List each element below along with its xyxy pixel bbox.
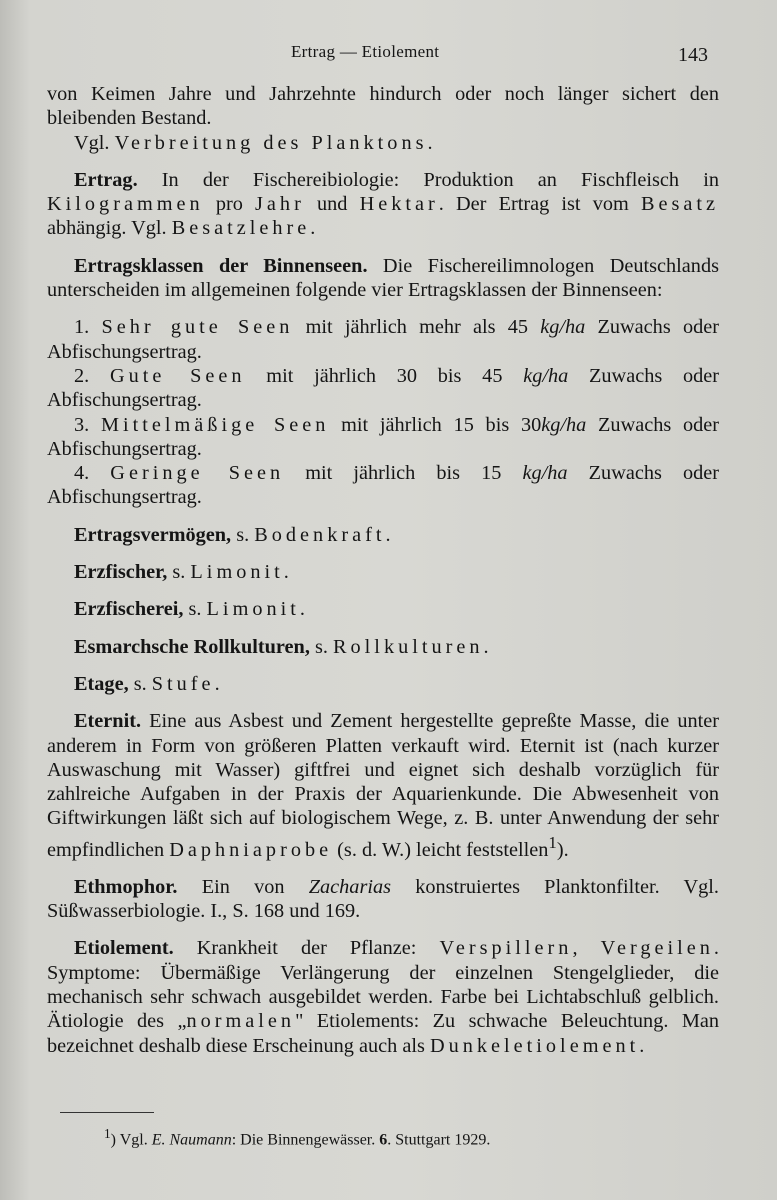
entry-term: Esmarchsche Rollkulturen, <box>74 635 310 658</box>
entry-term: Etage, <box>74 672 129 695</box>
footnote-divider <box>60 1112 154 1113</box>
class-item: 1. Sehr gute Seen mit jährlich mehr als 45 kg/ha Zuwachs oder Abfischungsertrag. <box>47 316 719 363</box>
footnote-marker: 1 <box>548 832 557 852</box>
footnote: $^1$) Vgl. E. Naumann: Die Binnengewässer. 6. Stuttgart 1929. <box>104 1126 491 1149</box>
entry-ertrag: Ertrag. In der Fischereibiologie: Produktion an Fischfleisch in Kilogrammen pro Jahr und Hektar. Der Ertrag ist vom Besatz abhängig. Vgl. Besatzlehre. <box>47 168 720 240</box>
running-title: Ertrag — Etiolement <box>291 42 440 61</box>
entry-term: Ertragsvermögen, <box>74 523 232 546</box>
entry-ethmophor: Ethmophor. Ein von Zacharias konstruiertes Planktonfilter. Vgl. Süßwasserbiologie. I., S. 168 und 169. <box>47 875 719 923</box>
entry-term: Erzfischer, <box>74 561 168 584</box>
entry-term: Ertragsklassen der Binnenseen. <box>74 254 368 277</box>
entry-term: Ertrag. <box>74 168 138 191</box>
running-header <box>0 38 777 68</box>
continuation-paragraph: von Keimen Jahre und Jahrzehnte hindurch oder noch länger sichert den bleibenden Bestand. <box>47 83 719 130</box>
entry-eternit: Eternit. Eine aus Asbest und Zement hergestellte gepreßte Masse, die unter anderem in Form von größeren Platten verkauft wird. Eternit ist (nach kurzer Auswaschung mit Wasser) giftfrei und eignet sich deshalb vorzüglich für zahlreiche Aufgaben in der Praxis der Aquarienkunde. Die Abwesenheit von Giftwirkungen läßt sich auf biologischem Wege, z. B. unter Anwendung der sehr empfindlichen Daphniaprobe (s. d. W.) leicht feststellen$^1$). <box>47 710 719 861</box>
entry-ertragsklassen: Ertragsklassen der Binnenseen. Die Fischereilimnologen Deutschlands unterscheiden im allgemeinen folgende vier Ertragsklassen der Binnenseen: <box>47 254 719 302</box>
cross-reference-plankton: Vgl. Verbreitung des Planktons. <box>74 131 433 154</box>
entry-term: Etiolement. <box>74 937 174 960</box>
entry-term: Erzfischerei, <box>74 598 184 621</box>
entry-etage: Etage, s. Stufe. <box>74 672 220 695</box>
class-item: 4. Geringe Seen mit jährlich bis 15 kg/ha Zuwachs oder Abfischungsertrag. <box>47 462 719 509</box>
class-item: 3. Mittelmäßige Seen mit jährlich 15 bis 30kg/ha Zuwachs oder Abfischungsertrag. <box>47 413 720 460</box>
page-body <box>47 82 719 1058</box>
entry-esmarchsche-rollkulturen: Esmarchsche Rollkulturen, s. Rollkulturen. <box>74 635 489 658</box>
entry-etiolement: Etiolement. Krankheit der Pflanze: Verspillern, Vergeilen. Symptome: Übermäßige Verlängerung der einzelnen Stengelglieder, die mechanisch sehr schwach ausgebildet werden. Farbe bei Lichtabschluß gelblich. Ätiologie des „normalen" Etiolements: Zu schwache Beleuchtung. Man bezeichnet deshalb diese Erscheinung auch als Dunkeletiolement. <box>47 937 719 1057</box>
entry-erzfischer: Erzfischer, s. Limonit. <box>74 561 289 584</box>
entry-term: Ethmophor. <box>74 875 178 898</box>
entry-term: Eternit. <box>74 710 142 733</box>
entry-erzfischerei: Erzfischerei, s. Limonit. <box>74 598 305 621</box>
entry-ertragsvermoegen: Ertragsvermögen, s. Bodenkraft. <box>74 523 391 546</box>
class-item: 2. Gute Seen mit jährlich 30 bis 45 kg/ha Zuwachs oder Abfischungsertrag. <box>47 364 720 412</box>
page-number: 143 <box>678 44 708 66</box>
